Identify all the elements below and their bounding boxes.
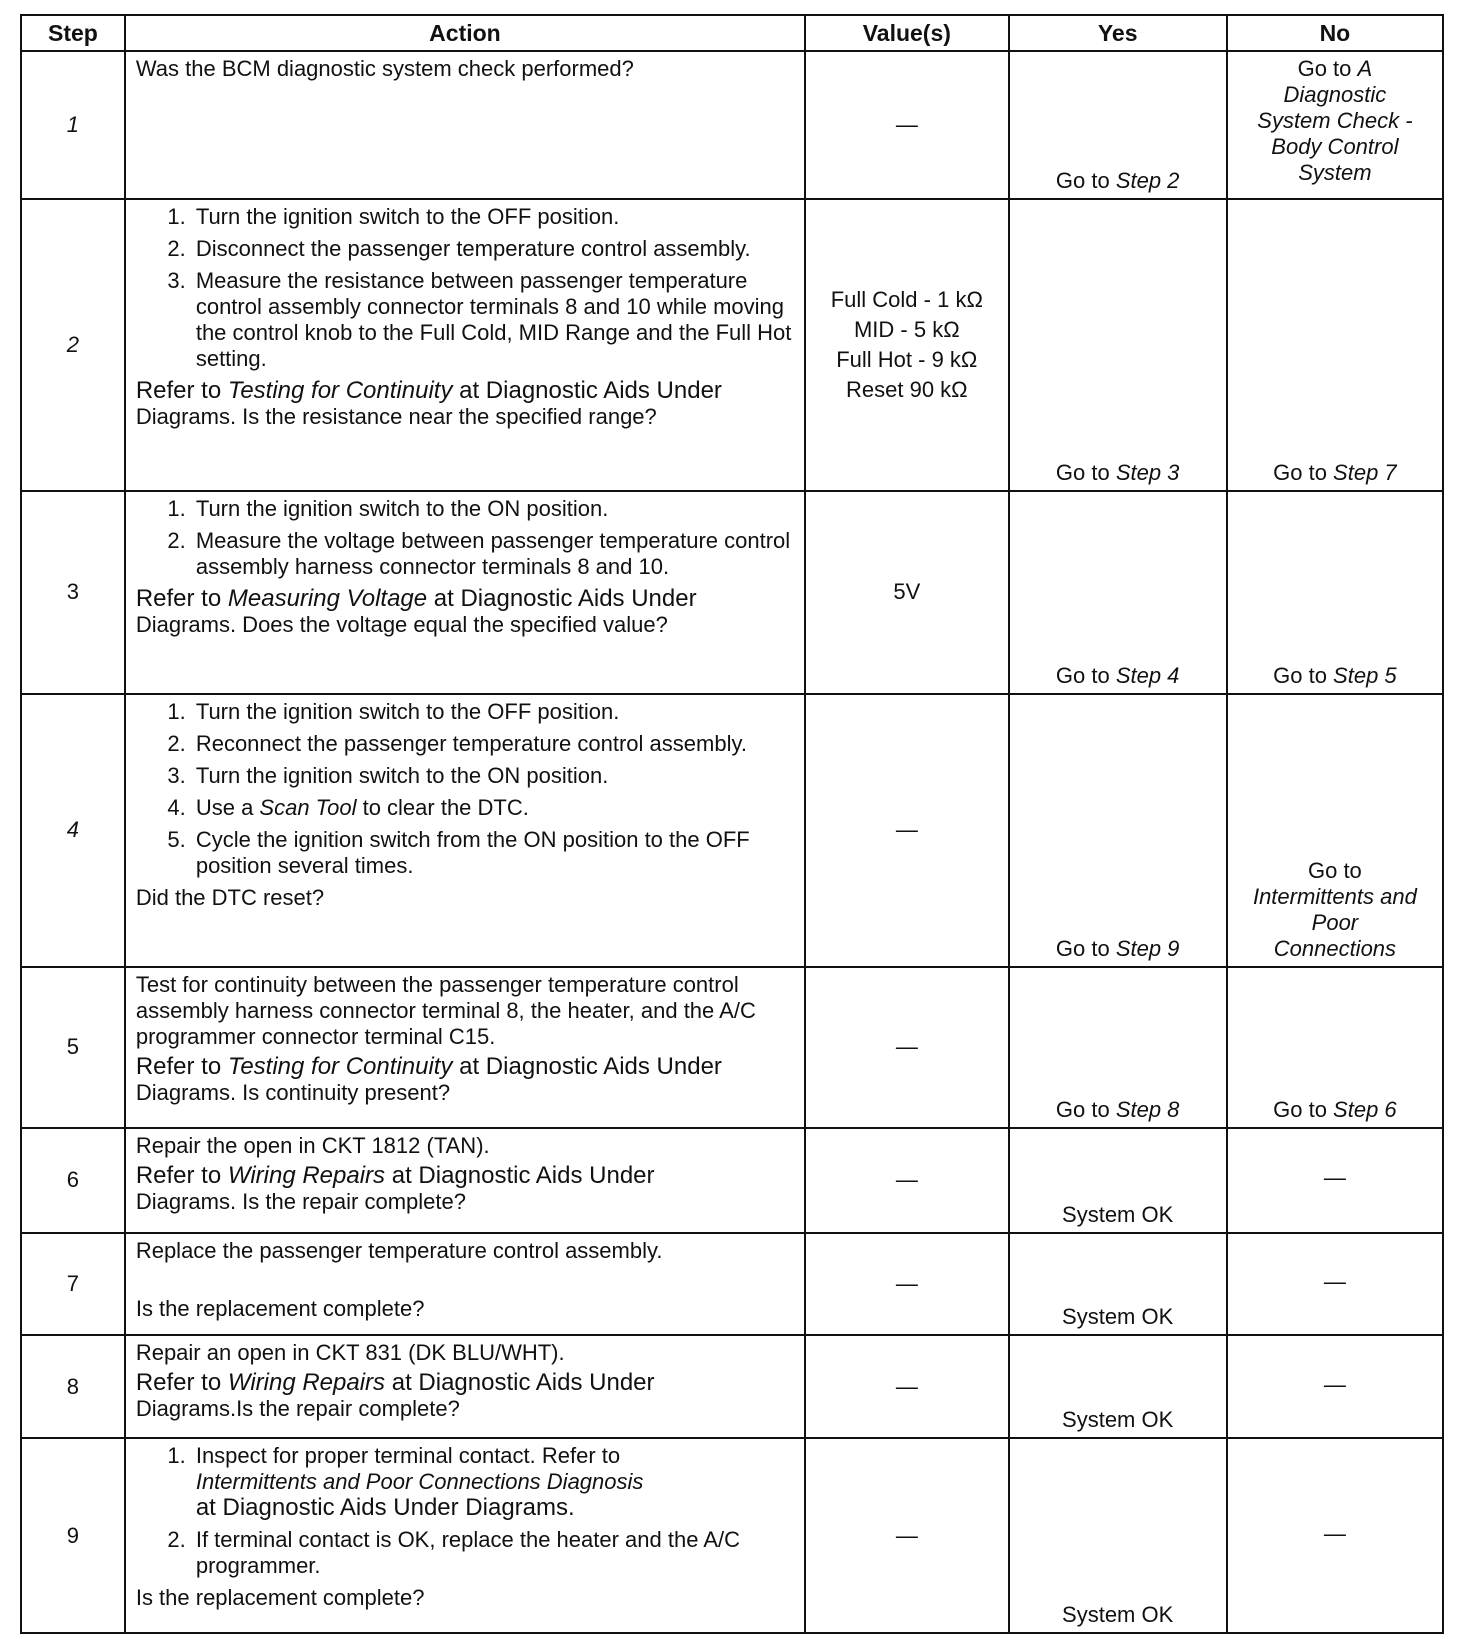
refer-suffix: at Diagnostic Aids Under bbox=[385, 1368, 655, 1396]
question-line: Did the DTC reset? bbox=[135, 884, 325, 910]
action-step bbox=[192, 1443, 794, 1521]
table-row bbox=[21, 1233, 1443, 1335]
yes-cell bbox=[1009, 967, 1227, 1128]
action-step: 3. Turn the ignition switch to the ON position. bbox=[192, 763, 794, 789]
refer-suffix: at Diagnostic Aids Under bbox=[427, 584, 697, 612]
no-cell bbox=[1227, 967, 1443, 1128]
table-row bbox=[21, 51, 1443, 199]
refer-prefix: Refer to bbox=[135, 1161, 228, 1189]
refer-prefix: Refer to bbox=[135, 1368, 228, 1396]
step1-link[interactable]: Intermittents and Poor Connections Diagnosis bbox=[195, 1469, 644, 1495]
action-cell bbox=[125, 967, 805, 1128]
step-number: 6 bbox=[21, 1128, 125, 1234]
no-prefix: Go to bbox=[1273, 662, 1334, 688]
header-yes: Yes bbox=[1009, 15, 1227, 51]
action-step: 1. Turn the ignition switch to the ON position. bbox=[192, 496, 794, 522]
question-line: Is the replacement complete? bbox=[135, 1585, 425, 1611]
action-cell bbox=[125, 1335, 805, 1439]
table-row bbox=[21, 1438, 1443, 1633]
yes-prefix: Go to bbox=[1055, 1096, 1116, 1122]
table-row bbox=[21, 1335, 1443, 1439]
header-row bbox=[21, 15, 1443, 51]
refer-line bbox=[136, 1054, 794, 1080]
step-number: 9 bbox=[21, 1438, 125, 1633]
question-line: Diagrams. Is continuity present? bbox=[135, 1079, 451, 1105]
yes-cell bbox=[1009, 694, 1227, 967]
no-cell: — bbox=[1227, 1233, 1443, 1335]
action-steps bbox=[136, 1443, 794, 1579]
scan-post: to clear the DTC. bbox=[356, 794, 529, 820]
action-steps bbox=[136, 496, 794, 580]
yes-link[interactable]: Step 2 bbox=[1115, 168, 1180, 194]
question-line: Diagrams. Does the voltage equal the specified value? bbox=[135, 611, 668, 637]
action-step: 5. Cycle the ignition switch from the ON position to the OFF position several times. bbox=[192, 827, 794, 879]
no-cell: — bbox=[1227, 1128, 1443, 1234]
no-prefix: Go to bbox=[1297, 56, 1358, 81]
refer-prefix: Refer to bbox=[135, 1052, 228, 1080]
action-step-scan-tool bbox=[192, 795, 794, 821]
action-step: 2. If terminal contact is OK, replace the heater and the A/C programmer. bbox=[192, 1527, 794, 1579]
refer-prefix: Refer to bbox=[135, 377, 228, 405]
refer-line bbox=[136, 1163, 794, 1189]
no-cell bbox=[1227, 51, 1443, 199]
table-row bbox=[21, 967, 1443, 1128]
refer-line bbox=[136, 378, 794, 404]
no-prefix: Go to bbox=[1273, 1096, 1334, 1122]
yes-cell bbox=[1009, 491, 1227, 694]
table-row bbox=[21, 491, 1443, 694]
no-link-line[interactable]: Body Control bbox=[1271, 134, 1399, 159]
action-cell bbox=[125, 51, 805, 199]
no-link-line[interactable]: A bbox=[1357, 56, 1373, 81]
action-steps bbox=[136, 699, 794, 879]
yes-cell: System OK bbox=[1009, 1233, 1227, 1335]
step-number: 1 bbox=[21, 51, 125, 199]
yes-cell: System OK bbox=[1009, 1335, 1227, 1439]
action-cell bbox=[125, 199, 805, 491]
action-steps bbox=[136, 204, 794, 372]
step-number: 3 bbox=[21, 491, 125, 694]
step-number: 5 bbox=[21, 967, 125, 1128]
header-values: Value(s) bbox=[805, 15, 1008, 51]
value-line: Reset 90 kΩ bbox=[846, 376, 968, 402]
value-cell: — bbox=[805, 51, 1008, 199]
no-link[interactable]: Step 5 bbox=[1333, 662, 1397, 688]
no-cell bbox=[1227, 199, 1443, 491]
refer-line bbox=[136, 1370, 794, 1396]
step1-text: Inspect for proper terminal contact. Refer to bbox=[195, 1443, 621, 1469]
scan-pre: Use a bbox=[195, 794, 260, 820]
refer-link[interactable]: Testing for Continuity bbox=[227, 1052, 453, 1080]
no-link-line[interactable]: System Check - bbox=[1257, 108, 1413, 133]
value-cell: — bbox=[805, 694, 1008, 967]
yes-cell: System OK bbox=[1009, 1128, 1227, 1234]
no-link[interactable]: Step 6 bbox=[1333, 1096, 1397, 1122]
header-action: Action bbox=[125, 15, 805, 51]
value-cell: — bbox=[805, 1335, 1008, 1439]
action-text: Test for continuity between the passenger temperature control assembly harness connector terminal 8, the heater, and the A/C programmer connector terminal C15. bbox=[135, 971, 756, 1049]
value-cell: — bbox=[805, 1438, 1008, 1633]
question-line: Diagrams. Is the repair complete? bbox=[135, 1188, 466, 1214]
step1-suffix: at Diagnostic Aids Under Diagrams. bbox=[195, 1494, 575, 1522]
refer-link[interactable]: Wiring Repairs bbox=[227, 1368, 386, 1396]
no-cell bbox=[1227, 694, 1443, 967]
refer-line bbox=[136, 586, 794, 612]
action-step: 2. Disconnect the passenger temperature control assembly. bbox=[192, 236, 794, 262]
question-line: Diagrams. Is the resistance near the specified range? bbox=[135, 404, 657, 430]
value-cell: — bbox=[805, 1128, 1008, 1234]
no-cell bbox=[1227, 491, 1443, 694]
yes-cell bbox=[1009, 51, 1227, 199]
no-link-line[interactable]: System bbox=[1298, 160, 1372, 185]
no-link-line[interactable]: Diagnostic bbox=[1283, 82, 1387, 107]
action-cell bbox=[125, 694, 805, 967]
action-text: Repair an open in CKT 831 (DK BLU/WHT). bbox=[135, 1339, 565, 1365]
action-step: 1. Turn the ignition switch to the OFF position. bbox=[192, 699, 794, 725]
refer-suffix: at Diagnostic Aids Under bbox=[452, 1052, 722, 1080]
action-text: Was the BCM diagnostic system check performed? bbox=[135, 56, 634, 81]
value-cell: — bbox=[805, 1233, 1008, 1335]
yes-prefix: Go to bbox=[1055, 662, 1116, 688]
step-number: 4 bbox=[21, 694, 125, 967]
refer-suffix: at Diagnostic Aids Under bbox=[452, 377, 722, 405]
no-link[interactable]: Step 7 bbox=[1333, 459, 1397, 485]
header-no: No bbox=[1227, 15, 1443, 51]
yes-prefix: Go to bbox=[1055, 168, 1116, 194]
action-text: Repair the open in CKT 1812 (TAN). bbox=[135, 1132, 490, 1158]
table-row bbox=[21, 694, 1443, 967]
refer-link[interactable]: Testing for Continuity bbox=[227, 377, 453, 405]
action-step: 2. Reconnect the passenger temperature control assembly. bbox=[192, 731, 794, 757]
action-step: 3. Measure the resistance between passenger temperature control assembly connector terminals 8 and 10 while moving the control knob to the Full Cold, MID Range and the Full Hot setting. bbox=[192, 268, 794, 372]
refer-prefix: Refer to bbox=[135, 584, 228, 612]
question-line: Is the replacement complete? bbox=[135, 1296, 425, 1322]
value-cell: 5V bbox=[805, 491, 1008, 694]
action-cell bbox=[125, 1233, 805, 1335]
question-line: Diagrams.Is the repair complete? bbox=[135, 1395, 460, 1421]
yes-link[interactable]: Step 8 bbox=[1115, 1096, 1180, 1122]
step-number: 2 bbox=[21, 199, 125, 491]
yes-prefix: Go to bbox=[1055, 459, 1116, 485]
refer-link[interactable]: Measuring Voltage bbox=[227, 584, 428, 612]
step-number: 7 bbox=[21, 1233, 125, 1335]
yes-prefix: Go to bbox=[1055, 935, 1116, 961]
no-prefix: Go to bbox=[1307, 857, 1362, 883]
no-prefix: Go to bbox=[1273, 459, 1334, 485]
yes-cell bbox=[1009, 199, 1227, 491]
no-link-line[interactable]: Poor bbox=[1311, 909, 1359, 935]
no-cell: — bbox=[1227, 1438, 1443, 1633]
action-cell bbox=[125, 1128, 805, 1234]
action-step: 2. Measure the voltage between passenger temperature control assembly harness connector terminals 8 and 10. bbox=[192, 528, 794, 580]
table-row bbox=[21, 1128, 1443, 1234]
step-number: 8 bbox=[21, 1335, 125, 1439]
no-cell: — bbox=[1227, 1335, 1443, 1439]
action-text: Replace the passenger temperature control assembly. bbox=[135, 1238, 663, 1264]
value-line: MID - 5 kΩ bbox=[853, 316, 960, 342]
value-cell: — bbox=[805, 967, 1008, 1128]
diagnostic-table bbox=[20, 14, 1444, 1634]
refer-suffix: at Diagnostic Aids Under bbox=[385, 1161, 655, 1189]
header-step: Step bbox=[21, 15, 125, 51]
value-cell bbox=[805, 199, 1008, 491]
action-cell bbox=[125, 491, 805, 694]
table-row bbox=[21, 199, 1443, 491]
yes-link[interactable]: Step 9 bbox=[1115, 935, 1180, 961]
yes-cell: System OK bbox=[1009, 1438, 1227, 1633]
scan-tool-link[interactable]: Scan Tool bbox=[259, 794, 357, 820]
value-line: Full Hot - 9 kΩ bbox=[836, 346, 978, 372]
no-link-line[interactable]: Intermittents and bbox=[1252, 883, 1417, 909]
yes-link[interactable]: Step 3 bbox=[1115, 459, 1180, 485]
value-line: Full Cold - 1 kΩ bbox=[830, 286, 983, 312]
refer-link[interactable]: Wiring Repairs bbox=[227, 1161, 386, 1189]
yes-link[interactable]: Step 4 bbox=[1115, 662, 1180, 688]
action-cell bbox=[125, 1438, 805, 1633]
action-step: 1. Turn the ignition switch to the OFF position. bbox=[192, 204, 794, 230]
no-link-line[interactable]: Connections bbox=[1273, 935, 1397, 961]
